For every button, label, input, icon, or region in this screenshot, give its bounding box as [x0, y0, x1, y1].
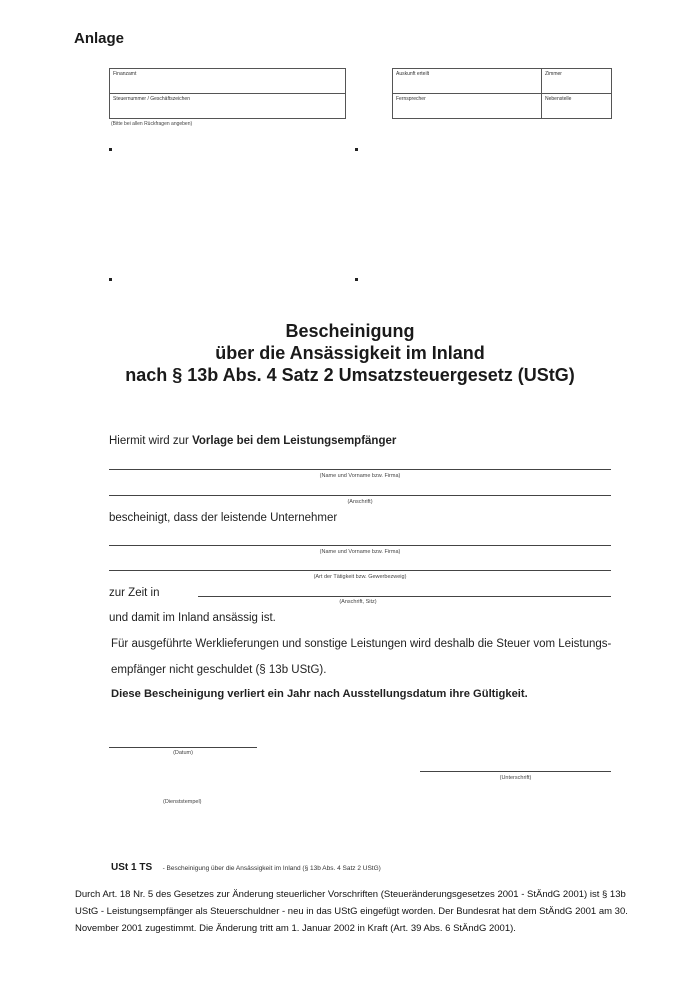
intro-plain: Hiermit wird zur — [109, 435, 193, 447]
form-footer — [111, 857, 381, 875]
intro-bold: Vorlage bei dem Leistungsempfänger — [192, 435, 397, 447]
address-mark-top-left — [109, 148, 112, 151]
recipient-address-caption: (Anschrift) — [347, 499, 373, 505]
date-caption: (Datum) — [173, 750, 193, 756]
office-info-box — [109, 68, 346, 119]
form-description: - Bescheinigung über die Ansässigkeit im Inland (§ 13b Abs. 4 Satz 2 UStG) — [162, 865, 381, 872]
exemption-paragraph-line-2: empfänger nicht geschuldet (§ 13b UStG). — [111, 664, 327, 676]
box-divider — [541, 69, 542, 118]
contractor-name-line[interactable] — [109, 545, 611, 546]
address-mark-top-right — [355, 148, 358, 151]
finanzamt-label: Finanzamt — [113, 71, 137, 77]
current-address-line[interactable] — [198, 596, 611, 597]
address-mark-bottom-right — [355, 278, 358, 281]
title-line-3: nach § 13b Abs. 4 Satz 2 Umsatzsteuergesetz (UStG) — [125, 365, 575, 385]
exemption-paragraph-line-1: Für ausgeführte Werklieferungen und sonstige Leistungen wird deshalb die Steuer vom Leistungs- — [111, 638, 612, 650]
current-address-caption: (Anschrift, Sitz) — [339, 599, 377, 605]
steuernummer-label: Steuernummer / Geschäftszeichen — [113, 96, 190, 102]
title-line-2: über die Ansässigkeit im Inland — [215, 343, 485, 363]
activity-caption: (Art der Tätigkeit bzw. Gewerbezweig) — [313, 574, 407, 580]
recipient-name-caption: (Name und Vorname bzw. Firma) — [319, 473, 401, 479]
nebenstelle-label: Nebenstelle — [545, 96, 572, 102]
date-line[interactable] — [109, 747, 257, 748]
resident-text: und damit im Inland ansässig ist. — [109, 612, 276, 624]
box-divider — [110, 93, 345, 94]
fernsprecher-label: Fernsprecher — [396, 96, 426, 102]
signature-caption: (Unterschrift) — [499, 775, 532, 781]
contact-info-box — [392, 68, 612, 119]
recipient-address-line[interactable] — [109, 495, 611, 496]
title-line-1: Bescheinigung — [285, 321, 415, 341]
document-title — [0, 320, 700, 386]
contractor-name-caption: (Name und Vorname bzw. Firma) — [319, 549, 401, 555]
signature-line[interactable] — [420, 771, 611, 772]
stamp-caption: (Dienststempel) — [163, 799, 202, 805]
address-mark-bottom-left — [109, 278, 112, 281]
activity-line[interactable] — [109, 570, 611, 571]
form-code: USt 1 TS — [111, 862, 153, 873]
validity-notice: Diese Bescheinigung verliert ein Jahr nach Ausstellungsdatum ihre Gültigkeit. — [111, 688, 528, 700]
zimmer-label: Zimmer — [545, 71, 562, 77]
zur-zeit-label: zur Zeit in — [109, 587, 160, 599]
box-divider — [393, 93, 611, 94]
recipient-name-line[interactable] — [109, 469, 611, 470]
reference-note: (Bitte bei allen Rückfragen angeben) — [111, 121, 193, 127]
certified-text: bescheinigt, dass der leistende Unternehmer — [109, 512, 338, 524]
legal-footnote: Durch Art. 18 Nr. 5 des Gesetzes zur Änderung steuerlicher Vorschriften (Steueränderungsgesetzes 2001 - StÄndG 2001) ist § 13b UStG - Leistungsempfänger als Steuerschuldner - neu in das UStG eingefügt worden. Der Bundesrat hat dem StÄndG 2001 am 30. November 2001 zugestimmt. Die Änderung tritt am 1. Januar 2002 in Kraft (Art. 39 Abs. 6 StÄndG 2001). — [75, 889, 628, 934]
auskunft-label: Auskunft erteilt — [396, 71, 430, 77]
page-heading: Anlage — [74, 30, 125, 47]
intro-text — [109, 435, 396, 447]
